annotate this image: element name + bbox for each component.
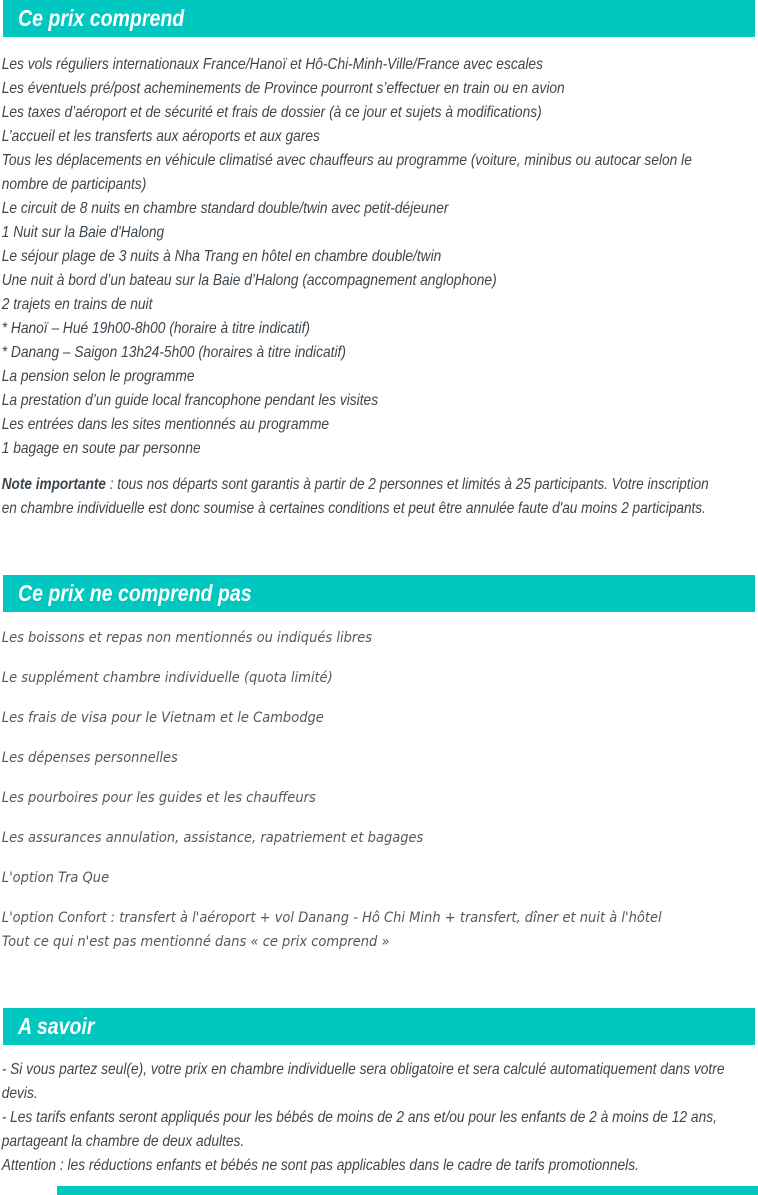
section-title-included: Ce prix comprend — [18, 5, 185, 31]
text-line: * Hanoï – Hué 19h00-8h00 (horaire à titre indicatif) — [1, 320, 310, 337]
text-line: nombre de participants) — [1, 176, 147, 193]
text-line: Attention : les réductions enfants et bébés ne sont pas applicables dans le cadre de tarifs promotionnels. — [1, 1157, 639, 1174]
text-line: La prestation d’un guide local francophone pendant les visites — [1, 392, 379, 409]
text-line: Tout ce qui n'est pas mentionné dans « ce prix comprend » — [1, 934, 390, 950]
text-line: L’accueil et les transferts aux aéroports et aux gares — [1, 128, 320, 145]
section-header-not-included — [3, 575, 755, 612]
text-line: 2 trajets en trains de nuit — [1, 296, 153, 313]
text-line: devis. — [1, 1085, 38, 1102]
text-line: La pension selon le programme — [1, 368, 195, 385]
included-list — [0, 37, 758, 461]
text-line: Les dépenses personnelles — [1, 750, 178, 766]
section-title-to-know: A savoir — [18, 1013, 95, 1039]
text-line: partageant la chambre de deux adultes. — [1, 1133, 245, 1150]
section-header-included — [3, 0, 755, 37]
note-text: : tous nos départs sont garantis à partir de 2 personnes et limités à 25 participants. Votre inscription — [105, 476, 709, 493]
text-line: Une nuit à bord d’un bateau sur la Baie d’Halong (accompagnement anglophone) — [1, 272, 497, 289]
text-line: Le séjour plage de 3 nuits à Nha Trang en hôtel en chambre double/twin — [1, 248, 442, 265]
text-line: Le circuit de 8 nuits en chambre standard double/twin avec petit-déjeuner — [1, 200, 449, 217]
text-line: Les assurances annulation, assistance, rapatriement et bagages — [1, 830, 424, 846]
note-line — [0, 473, 709, 497]
important-note — [0, 461, 758, 521]
text-line: Les éventuels pré/post acheminements de Province pourront s’effectuer en train ou en avion — [1, 80, 565, 97]
text-line: Tous les déplacements en véhicule climatisé avec chauffeurs au programme (voiture, minibus ou autocar selon le — [1, 152, 692, 169]
text-line: Les frais de visa pour le Vietnam et le Cambodge — [1, 710, 324, 726]
text-line: 1 Nuit sur la Baie d'Halong — [1, 224, 165, 241]
section-title-not-included: Ce prix ne comprend pas — [18, 580, 252, 606]
text-line: Les taxes d’aéroport et de sécurité et frais de dossier (à ce jour et sujets à modifications) — [1, 104, 542, 121]
text-line: - Les tarifs enfants seront appliqués pour les bébés de moins de 2 ans et/ou pour les enfants de 2 à moins de 12 ans, — [1, 1109, 717, 1126]
note-line: en chambre individuelle est donc soumise à certaines conditions et peut être annulée faute d'au moins 2 participants. — [1, 500, 706, 517]
text-line: L'option Tra Que — [1, 870, 110, 886]
to-know-list — [0, 1045, 758, 1178]
text-line: Les vols réguliers internationaux France/Hanoï et Hô-Chi-Minh-Ville/France avec escales — [1, 56, 543, 73]
text-line: - Si vous partez seul(e), votre prix en chambre individuelle sera obligatoire et sera calculé automatiquement dans votre — [1, 1061, 725, 1078]
not-included-list — [0, 612, 758, 954]
text-line: L'option Confort : transfert à l'aéroport + vol Danang - Hô Chi Minh + transfert, dîner et nuit à l'hôtel — [1, 910, 662, 926]
text-line: 1 bagage en soute par personne — [1, 440, 201, 457]
text-line: * Danang – Saigon 13h24-5h00 (horaires à titre indicatif) — [1, 344, 346, 361]
text-line: Les entrées dans les sites mentionnés au programme — [1, 416, 330, 433]
text-line: Les boissons et repas non mentionnés ou indiqués libres — [1, 630, 373, 646]
text-line: Les pourboires pour les guides et les chauffeurs — [1, 790, 316, 806]
note-label: Note importante — [1, 476, 106, 493]
next-section-header-partial-bar — [57, 1186, 758, 1195]
section-header-to-know — [3, 1008, 755, 1045]
text-line: Le supplément chambre individuelle (quota limité) — [1, 670, 333, 686]
